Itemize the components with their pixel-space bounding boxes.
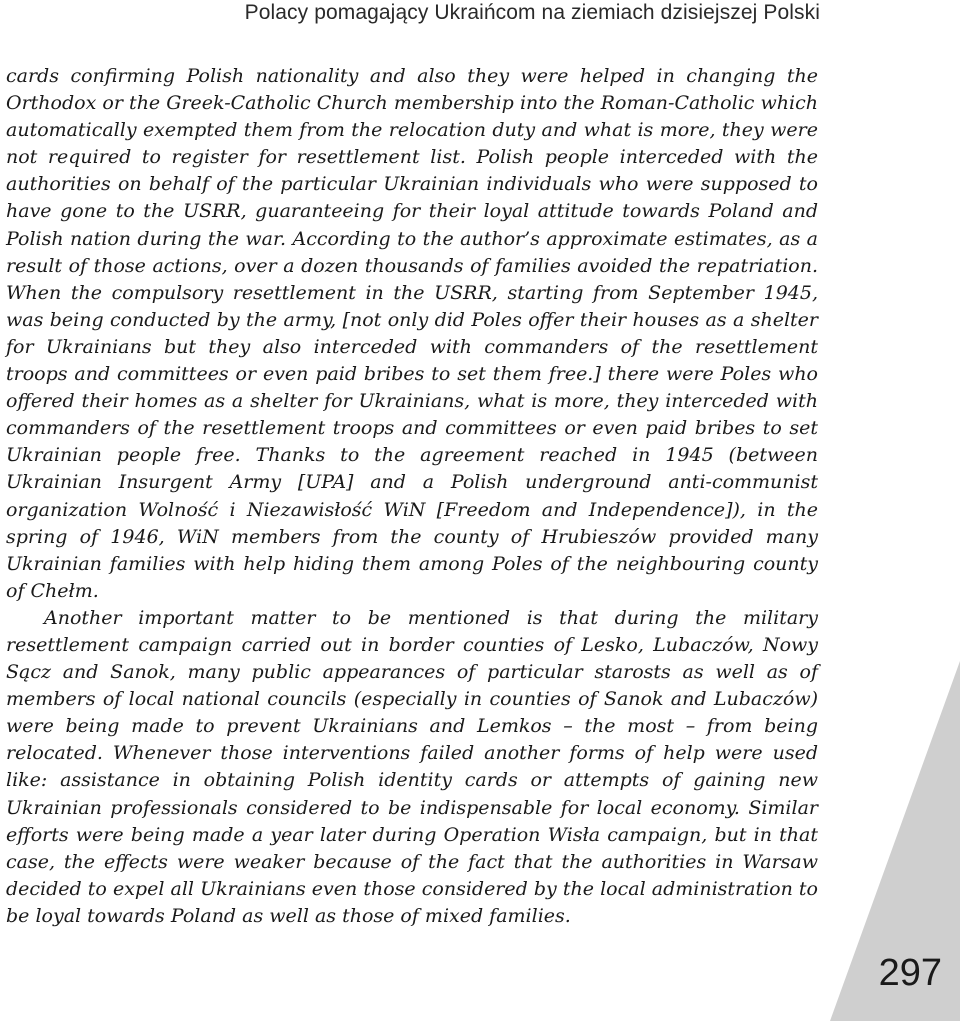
body-text bbox=[6, 63, 818, 930]
paragraph-2: Another important matter to be mentioned is that during the military resettlement campaign carried out in border counties of Lesko, Lubaczów, Nowy Sącz and Sanok, many public appearances of particular starosts as well as of members of local national councils (especially in counties of Sanok and Lubaczów) were being made to prevent Ukrainians and Lemkos – the most – from being relocated. Whenever those interventions failed another forms of help were used like: assistance in obtaining Polish identity cards or attempts of gaining new Ukrainian professionals considered to be indispensable for local economy. Similar efforts were being made a year later during Operation Wisła campaign, but in that case, the effects were weaker because of the fact that the authorities in Warsaw decided to expel all Ukrainians even those considered by the local administration to be loyal towards Poland as well as those of mixed families. bbox=[6, 606, 818, 927]
running-header: Polacy pomagający Ukraińcom na ziemiach dzisiejszej Polski bbox=[244, 1, 820, 24]
paragraph-1: cards confirming Polish nationality and also they were helped in changing the Orthodox or the Greek-Catholic Church membership into the Roman-Catholic which automatically exempted them from the relocation duty and what is more, they were not required to register for resettlement list. Polish people interceded with the authorities on behalf of the particular Ukrainian individuals who were supposed to have gone to the USRR, guaranteeing for their loyal attitude towards Poland and Polish nation during the war. According to the author’s approximate estimates, as a result of those actions, over a dozen thousands of families avoided the repatriation. When the compulsory resettlement in the USRR, starting from September 1945, was being conducted by the army, [not only did Poles offer their houses as a shelter for Ukrainians but they also interceded with commanders of the resettlement troops and committees or even paid bribes to set them free.] there were Poles who offered their homes as a shelter for Ukrainians, what is more, they interceded with commanders of the resettlement troops and committees or even paid bribes to set Ukrainian people free. Thanks to the agreement reached in 1945 (between Ukrainian Insurgent Army [UPA] and a Polish underground anti-communist organization Wolność i Niezawisłość WiN [Freedom and Independence]), in the spring of 1946, WiN members from the county of Hrubieszów provided many Ukrainian families with help hiding them among Poles of the neighbouring county of Chełm. bbox=[6, 65, 818, 602]
page-number: 297 bbox=[878, 952, 942, 994]
